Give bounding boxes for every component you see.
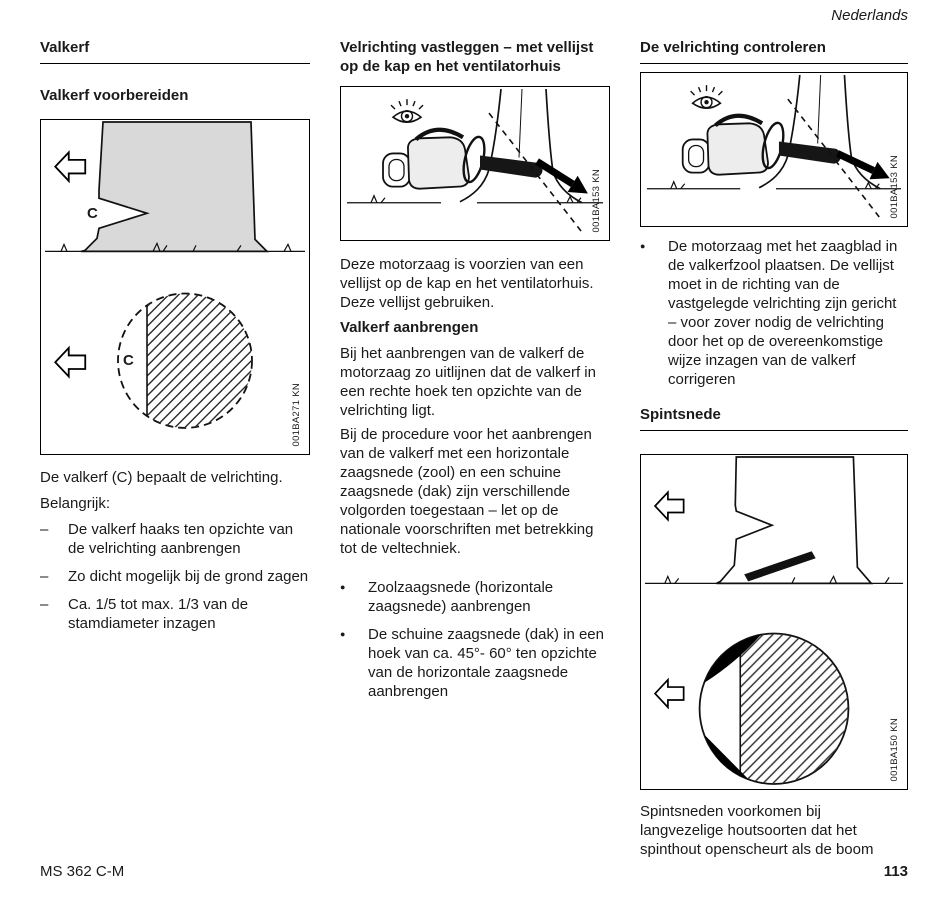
direction-arrow-icon [55, 348, 85, 377]
subheading-valkerf-voorbereiden: Valkerf voorbereiden [40, 87, 189, 104]
list-item-text: Ca. 1/5 tot max. 1/3 van de stamdiameter inzagen [68, 596, 249, 632]
list-item [40, 567, 310, 586]
dash-list [40, 520, 310, 633]
chainsaw-illustration [683, 116, 841, 175]
figure-velrichting-controleren [640, 72, 908, 227]
direction-arrow-icon [655, 680, 684, 707]
list-item [340, 578, 610, 616]
figure-vellijst-kap [340, 86, 610, 241]
tree-trunk [81, 122, 267, 251]
chainsaw-illustration [383, 130, 543, 189]
eye-icon [391, 99, 423, 122]
subheading-valkerf-aanbrengen: Valkerf aanbrengen [340, 319, 479, 336]
guide-bar [779, 141, 841, 163]
dash-bullet: – [40, 568, 49, 585]
notch-label-c: C [87, 205, 98, 222]
dash-bullet: – [40, 521, 49, 538]
column-middle [340, 38, 610, 710]
eye-icon [691, 85, 723, 108]
list-item [40, 595, 310, 633]
list-item [40, 520, 310, 558]
para-uitlijnen: Bij het aanbrengen van de valkerf de motorzaag zo uitlijnen dat de valkerf in een rechte hoek ten opzichte van de velrichting ligt. [340, 345, 596, 419]
direction-arrow-icon [55, 152, 85, 181]
dot-bullet: ● [640, 241, 646, 251]
felling-direction-arrow [532, 153, 593, 201]
list-item [640, 237, 908, 389]
chainsaw-check-diagram [641, 73, 907, 226]
language-header: Nederlands [831, 7, 908, 24]
notch-diagram [41, 120, 309, 454]
page-number: 113 [883, 863, 908, 880]
dot-bullet: ● [340, 582, 346, 592]
dot-bullet: ● [340, 629, 346, 639]
figure-spintsnede [640, 454, 908, 790]
section-heading-valkerf: Valkerf [40, 38, 310, 64]
dash-bullet: – [40, 596, 49, 613]
notch-label-c: C [123, 352, 134, 369]
para-spintsnede: Spintsneden voorkomen bij langvezelige houtsoorten dat het spinthout openscheurt als de boom [640, 803, 874, 858]
list-item-text: Zoolzaagsnede (horizontale zaagsnede) aanbrengen [368, 579, 554, 615]
para-valkerf-intro: De valkerf (C) bepaalt de velrichting. [40, 469, 283, 486]
grass-tufts [371, 196, 581, 203]
subheading-velrichting-vastleggen: Velrichting vastleggen – met vellijst op de kap en het ventilatorhuis [340, 39, 594, 75]
para-important: Belangrijk: [40, 495, 111, 512]
list-item [340, 625, 610, 701]
section-heading-velrichting-controleren: De velrichting controleren [640, 38, 908, 64]
para-procedure: Bij de procedure voor het aanbrengen van de valkerf met een horizontale zaagsnede (zool) en een schuine zaagsnede (dak) zijn verschillende volgorden toegestaan – let op de nationale voorschriften met betrekking tot de veltechniek. [340, 426, 594, 557]
column-right [640, 38, 908, 859]
dot-list [340, 578, 610, 701]
list-item-text: Zo dicht mogelijk bij de grond zagen [68, 568, 309, 585]
figure-reference-code: 001BA150 KN [889, 718, 900, 782]
figure-valkerf-voorbereiden [40, 119, 310, 455]
section-heading-spintsnede: Spintsnede [640, 405, 908, 431]
direction-arrow-icon [655, 492, 684, 519]
figure-reference-code: 001BA271 KN [291, 383, 302, 447]
hatched-area [147, 291, 257, 431]
sapwood-cut-diagram [641, 455, 907, 789]
para-vellijst: Deze motorzaag is voorzien van een vellijst op de kap en het ventilatorhuis. Deze vellijst gebruiken. [340, 256, 594, 311]
list-item-text: De motorzaag met het zaagblad in de valkerfzool plaatsen. De vellijst moet in de richting van de vastgelegde velrichting zijn gericht – voor zover nodig de velrichting door het op de overeenkomstige wijze inzagen van de valkerf corrigeren [668, 238, 898, 388]
guide-bar [480, 155, 543, 177]
figure-reference-code: 001BA153 KN [889, 155, 900, 219]
chainsaw-sighting-diagram [341, 87, 609, 240]
list-item-text: De valkerf haaks ten opzichte van de velrichting aanbrengen [68, 521, 294, 557]
dot-list [640, 237, 908, 389]
figure-reference-code: 001BA153 KN [591, 169, 602, 233]
grass-tufts [671, 182, 879, 189]
list-item-text: De schuine zaagsnede (dak) in een hoek van ca. 45°- 60° ten opzichte van de horizontale zaagsnede aanbrengen [368, 626, 604, 700]
footer-model-number: MS 362 C-M [40, 863, 125, 880]
hatched-area [740, 632, 851, 786]
column-left [40, 38, 310, 642]
